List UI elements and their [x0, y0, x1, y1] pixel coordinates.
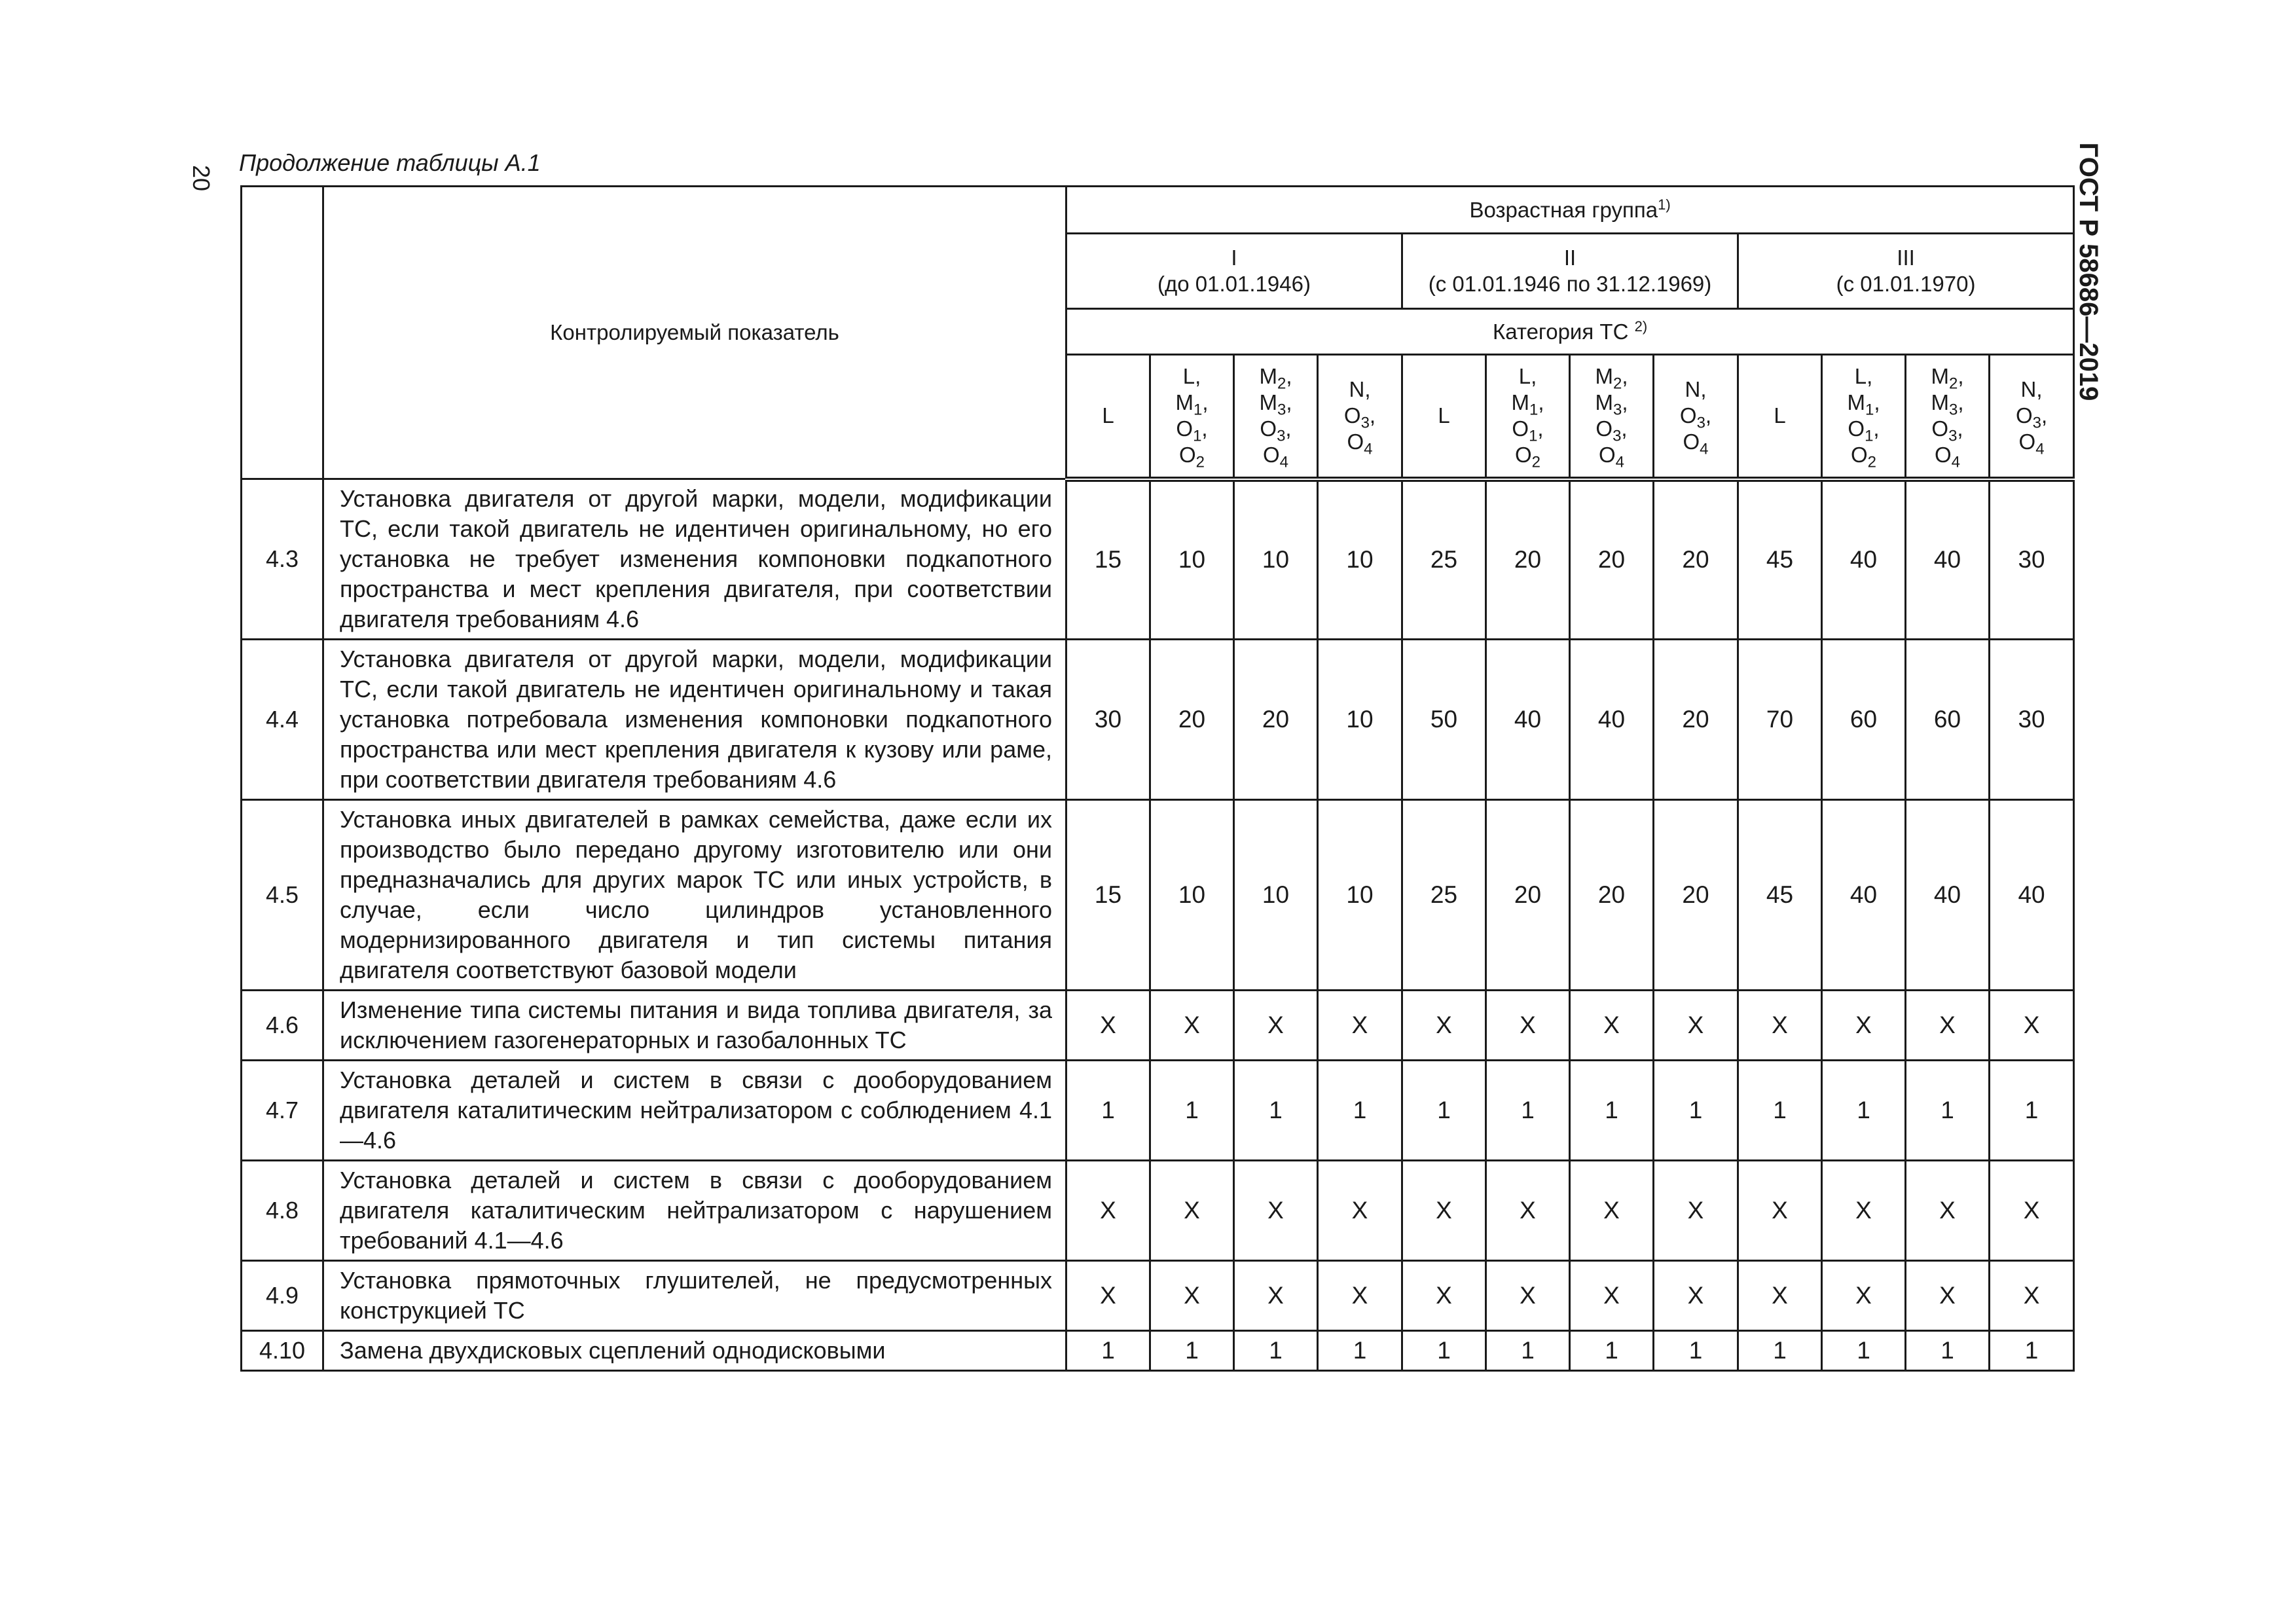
score-cell: X: [1402, 1261, 1486, 1331]
score-cell: X: [1318, 1261, 1402, 1331]
category-cell: [1906, 355, 1990, 479]
score-cell: X: [1654, 1261, 1738, 1331]
score-cell: X: [1402, 1161, 1486, 1261]
score-cell: 1: [1066, 1061, 1150, 1161]
score-cell: 20: [1486, 800, 1570, 991]
age-group-header: Возрастная группа$^{1)}$: [1066, 187, 2074, 234]
score-cell: 45: [1738, 479, 1822, 640]
category-label: N, $O_3$, $O_4$: [1679, 377, 1712, 458]
score-cell: 20: [1654, 640, 1738, 800]
score-cell: X: [1402, 991, 1486, 1061]
score-cell: 1: [1738, 1061, 1822, 1161]
score-cell: 10: [1234, 479, 1318, 640]
score-cell: X: [1234, 1161, 1318, 1261]
category-label: N, $O_3$, $O_4$: [1343, 377, 1376, 458]
category-cell: [1570, 355, 1654, 479]
score-cell: 1: [1990, 1331, 2074, 1371]
score-cell: X: [1486, 991, 1570, 1061]
score-cell: 60: [1822, 640, 1906, 800]
category-label: $M_2$, $M_3$, $O_3$, $O_4$: [1595, 364, 1628, 471]
score-cell: X: [1570, 1261, 1654, 1331]
row-description: Установка деталей и систем в связи с дооборудованием двигателя каталитическим нейтрализатором с нарушением требований 4.1—4.6: [323, 1161, 1066, 1261]
table-row: [242, 991, 2074, 1061]
category-label: $M_2$, $M_3$, $O_3$, $O_4$: [1259, 364, 1292, 471]
row-description: Установка двигателя от другой марки, модели, модификации ТС, если такой двигатель не идентичен оригинальному, но его установка не требует изменения компоновки подкапотного пространства и мест крепления двигателя, при соответствии двигателя требованиям 4.6: [323, 479, 1066, 640]
score-cell: 60: [1906, 640, 1990, 800]
row-description: Замена двухдисковых сцеплений однодисковыми: [323, 1331, 1066, 1371]
score-cell: X: [1486, 1261, 1570, 1331]
table-row: [242, 1061, 2074, 1161]
score-cell: 1: [1822, 1331, 1906, 1371]
age-group-period: (до 01.01.1946): [1157, 272, 1311, 296]
score-cell: 1: [1150, 1331, 1234, 1371]
category-cell: [1402, 355, 1486, 479]
score-cell: 40: [1906, 800, 1990, 991]
score-cell: 10: [1318, 479, 1402, 640]
score-cell: X: [1738, 1161, 1822, 1261]
score-cell: X: [1066, 1161, 1150, 1261]
score-cell: 10: [1234, 800, 1318, 991]
score-cell: X: [1654, 1161, 1738, 1261]
category-cell: [1318, 355, 1402, 479]
score-cell: 1: [1570, 1331, 1654, 1371]
score-cell: 30: [1990, 479, 2074, 640]
score-cell: X: [1570, 1161, 1654, 1261]
table-row: [242, 640, 2074, 800]
score-cell: 20: [1150, 640, 1234, 800]
score-cell: 1: [1318, 1331, 1402, 1371]
score-cell: X: [1654, 991, 1738, 1061]
score-cell: 20: [1654, 800, 1738, 991]
score-cell: 1: [1654, 1061, 1738, 1161]
score-cell: X: [1150, 1161, 1234, 1261]
score-cell: 1: [1654, 1331, 1738, 1371]
row-description: Установка двигателя от другой марки, модели, модификации ТС, если такой двигатель не идентичен оригинальному и такая установка потребовала изменения компоновки подкапотного пространства или мест крепления двигателя к кузову или раме, при соответствии двигателя требованиям 4.6: [323, 640, 1066, 800]
row-number: 4.10: [242, 1331, 323, 1371]
score-cell: 25: [1402, 479, 1486, 640]
category-label: L, $M_1$, $O_1$, $O_2$: [1175, 364, 1209, 471]
score-cell: 70: [1738, 640, 1822, 800]
age-group-cell: [1402, 234, 1738, 309]
score-cell: 25: [1402, 800, 1486, 991]
num-header-cell: [242, 187, 323, 479]
score-cell: X: [1738, 1261, 1822, 1331]
score-cell: 1: [1318, 1061, 1402, 1161]
score-cell: 20: [1570, 479, 1654, 640]
score-cell: 1: [1738, 1331, 1822, 1371]
score-cell: 15: [1066, 800, 1150, 991]
category-label: L: [1438, 403, 1450, 428]
requirements-table: [240, 185, 2075, 1372]
age-group-period: (с 01.01.1946 по 31.12.1969): [1428, 272, 1712, 296]
score-cell: 40: [1570, 640, 1654, 800]
vehicle-category-header: Категория ТС $^{2)}$: [1066, 309, 2074, 355]
score-cell: X: [1990, 991, 2074, 1061]
table-row: [242, 1261, 2074, 1331]
table-row: [242, 479, 2074, 640]
category-label: L: [1774, 403, 1786, 428]
score-cell: 50: [1402, 640, 1486, 800]
category-cell: [1234, 355, 1318, 479]
document-code: ГОСТ Р 58686—2019: [2074, 142, 2103, 401]
score-cell: 40: [1990, 800, 2074, 991]
indicator-header: Контролируемый показатель: [323, 187, 1066, 479]
category-cell: [1738, 355, 1822, 479]
row-description: Установка деталей и систем в связи с дооборудованием двигателя каталитическим нейтрализатором с соблюдением 4.1—4.6: [323, 1061, 1066, 1161]
row-description: Установка иных двигателей в рамках семейства, даже если их производство было передано другому изготовителю или они предназначались для других марок ТС или иных устройств, в случае, если число цилиндров установленного модернизированного двигателя и тип системы питания двигателя соответствуют базовой модели: [323, 800, 1066, 991]
score-cell: X: [1990, 1261, 2074, 1331]
page-number: 20: [188, 164, 215, 192]
table-row: [242, 1161, 2074, 1261]
score-cell: 10: [1318, 800, 1402, 991]
row-description: Изменение типа системы питания и вида топлива двигателя, за исключением газогенераторных и газобалонных ТС: [323, 991, 1066, 1061]
category-cell: [1486, 355, 1570, 479]
score-cell: X: [1906, 1261, 1990, 1331]
row-number: 4.9: [242, 1261, 323, 1331]
score-cell: X: [1486, 1161, 1570, 1261]
age-group-cell: [1738, 234, 2074, 309]
score-cell: X: [1318, 1161, 1402, 1261]
row-description: Установка прямоточных глушителей, не предусмотренных конструкцией ТС: [323, 1261, 1066, 1331]
age-group-roman: III: [1897, 246, 1915, 270]
score-cell: X: [1150, 991, 1234, 1061]
score-cell: 1: [1402, 1061, 1486, 1161]
score-cell: X: [1738, 991, 1822, 1061]
score-cell: 30: [1066, 640, 1150, 800]
table-row: [242, 800, 2074, 991]
score-cell: 10: [1150, 800, 1234, 991]
category-label: N, $O_3$, $O_4$: [2015, 377, 2048, 458]
score-cell: X: [1150, 1261, 1234, 1331]
score-cell: 1: [1570, 1061, 1654, 1161]
table-header: [242, 187, 2074, 479]
score-cell: 40: [1486, 640, 1570, 800]
score-cell: X: [1822, 991, 1906, 1061]
row-number: 4.3: [242, 479, 323, 640]
score-cell: 1: [1402, 1331, 1486, 1371]
age-group-period: (с 01.01.1970): [1836, 272, 1976, 296]
score-cell: X: [1570, 991, 1654, 1061]
age-group-cell: [1066, 234, 1402, 309]
score-cell: 20: [1486, 479, 1570, 640]
score-cell: 1: [1990, 1061, 2074, 1161]
table-body: [242, 479, 2074, 1371]
score-cell: 1: [1486, 1061, 1570, 1161]
score-cell: 30: [1990, 640, 2074, 800]
row-number: 4.4: [242, 640, 323, 800]
score-cell: X: [1906, 1161, 1990, 1261]
category-label: $M_2$, $M_3$, $O_3$, $O_4$: [1931, 364, 1964, 471]
table-continuation-caption: Продолжение таблицы А.1: [239, 149, 541, 176]
score-cell: 40: [1822, 800, 1906, 991]
score-cell: 15: [1066, 479, 1150, 640]
score-cell: 10: [1150, 479, 1234, 640]
category-cell: [1066, 355, 1150, 479]
score-cell: 1: [1906, 1061, 1990, 1161]
score-cell: X: [1990, 1161, 2074, 1261]
score-cell: X: [1234, 1261, 1318, 1331]
category-label: L, $M_1$, $O_1$, $O_2$: [1847, 364, 1880, 471]
category-label: L, $M_1$, $O_1$, $O_2$: [1511, 364, 1544, 471]
score-cell: 20: [1570, 800, 1654, 991]
score-cell: 40: [1906, 479, 1990, 640]
row-number: 4.5: [242, 800, 323, 991]
score-cell: 1: [1906, 1331, 1990, 1371]
age-group-roman: II: [1563, 246, 1576, 270]
score-cell: 1: [1234, 1061, 1318, 1161]
row-number: 4.6: [242, 991, 323, 1061]
category-cell: [1822, 355, 1906, 479]
category-cell: [1654, 355, 1738, 479]
score-cell: 1: [1150, 1061, 1234, 1161]
score-cell: X: [1906, 991, 1990, 1061]
category-label: L: [1102, 403, 1114, 428]
score-cell: 10: [1318, 640, 1402, 800]
score-cell: X: [1066, 1261, 1150, 1331]
row-number: 4.8: [242, 1161, 323, 1261]
score-cell: 1: [1066, 1331, 1150, 1371]
score-cell: 40: [1822, 479, 1906, 640]
score-cell: 1: [1822, 1061, 1906, 1161]
score-cell: X: [1822, 1161, 1906, 1261]
score-cell: X: [1318, 991, 1402, 1061]
score-cell: 1: [1234, 1331, 1318, 1371]
score-cell: X: [1234, 991, 1318, 1061]
score-cell: 20: [1234, 640, 1318, 800]
score-cell: X: [1066, 991, 1150, 1061]
category-cell: [1150, 355, 1234, 479]
score-cell: X: [1822, 1261, 1906, 1331]
age-group-roman: I: [1231, 246, 1237, 270]
row-number: 4.7: [242, 1061, 323, 1161]
table-row: [242, 1331, 2074, 1371]
score-cell: 45: [1738, 800, 1822, 991]
category-cell: [1990, 355, 2074, 479]
score-cell: 1: [1486, 1331, 1570, 1371]
score-cell: 20: [1654, 479, 1738, 640]
